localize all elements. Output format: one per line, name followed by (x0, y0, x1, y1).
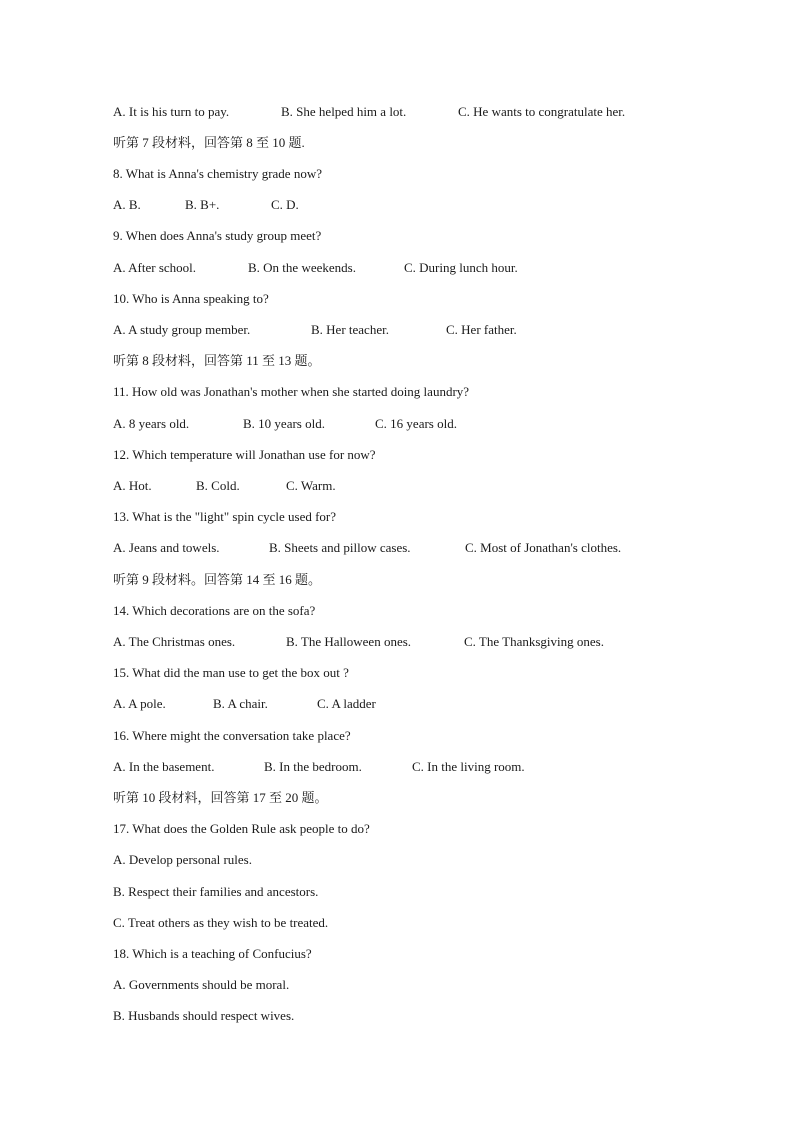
option-c: C. Treat others as they wish to be treated. (113, 915, 329, 930)
section-heading: 听第 7 段材料，回答第 8 至 10 题. (113, 135, 305, 150)
option-a: A. Governments should be moral. (113, 977, 290, 992)
option-b: B. The Halloween ones. (286, 634, 412, 649)
option-c: C. D. (271, 197, 299, 212)
option-b: B. On the weekends. (248, 260, 356, 275)
question-8: 8. What is Anna's chemistry grade now? (113, 166, 322, 181)
option-a: A. A study group member. (113, 322, 251, 337)
option-a: A. After school. (113, 260, 197, 275)
question-18: 18. Which is a teaching of Confucius? (113, 946, 312, 961)
option-b: B. 10 years old. (243, 416, 325, 431)
question-16: 16. Where might the conversation take place? (113, 728, 351, 743)
section-heading: 听第 10 段材料，回答第 17 至 20 题。 (113, 790, 328, 805)
question-12: 12. Which temperature will Jonathan use for now? (113, 447, 376, 462)
option-c: C. He wants to congratulate her. (458, 104, 626, 119)
option-c: C. Her father. (446, 322, 517, 337)
question-13: 13. What is the "light" spin cycle used for? (113, 509, 337, 524)
option-b: B. Her teacher. (311, 322, 389, 337)
option-b: B. A chair. (213, 696, 268, 711)
option-c: C. A ladder (317, 696, 376, 711)
question-9: 9. When does Anna's study group meet? (113, 228, 322, 243)
section-heading: 听第 9 段材料。回答第 14 至 16 题。 (113, 572, 322, 587)
question-17: 17. What does the Golden Rule ask people to do? (113, 821, 370, 836)
question-15: 15. What did the man use to get the box out ? (113, 665, 349, 680)
option-c: C. Warm. (286, 478, 336, 493)
option-c: C. Most of Jonathan's clothes. (465, 540, 622, 555)
option-b: B. Respect their families and ancestors. (113, 884, 319, 899)
option-a: A. The Christmas ones. (113, 634, 236, 649)
option-b: B. B+. (185, 197, 220, 212)
option-a: A. Develop personal rules. (113, 852, 252, 867)
question-10: 10. Who is Anna speaking to? (113, 291, 269, 306)
question-11: 11. How old was Jonathan's mother when she started doing laundry? (113, 384, 470, 399)
option-b: B. In the bedroom. (264, 759, 362, 774)
option-a: A. In the basement. (113, 759, 215, 774)
option-a: A. A pole. (113, 696, 166, 711)
option-c: C. During lunch hour. (404, 260, 518, 275)
option-b: B. Sheets and pillow cases. (269, 540, 411, 555)
option-b: B. Husbands should respect wives. (113, 1008, 295, 1023)
section-heading: 听第 8 段材料，回答第 11 至 13 题。 (113, 353, 321, 368)
option-c: C. In the living room. (412, 759, 525, 774)
option-b: B. She helped him a lot. (281, 104, 407, 119)
option-b: B. Cold. (196, 478, 240, 493)
option-a: A. 8 years old. (113, 416, 190, 431)
option-a: A. It is his turn to pay. (113, 104, 230, 119)
question-14: 14. Which decorations are on the sofa? (113, 603, 316, 618)
option-a: A. Jeans and towels. (113, 540, 220, 555)
option-a: A. Hot. (113, 478, 152, 493)
option-a: A. B. (113, 197, 141, 212)
option-c: C. 16 years old. (375, 416, 457, 431)
option-c: C. The Thanksgiving ones. (464, 634, 604, 649)
